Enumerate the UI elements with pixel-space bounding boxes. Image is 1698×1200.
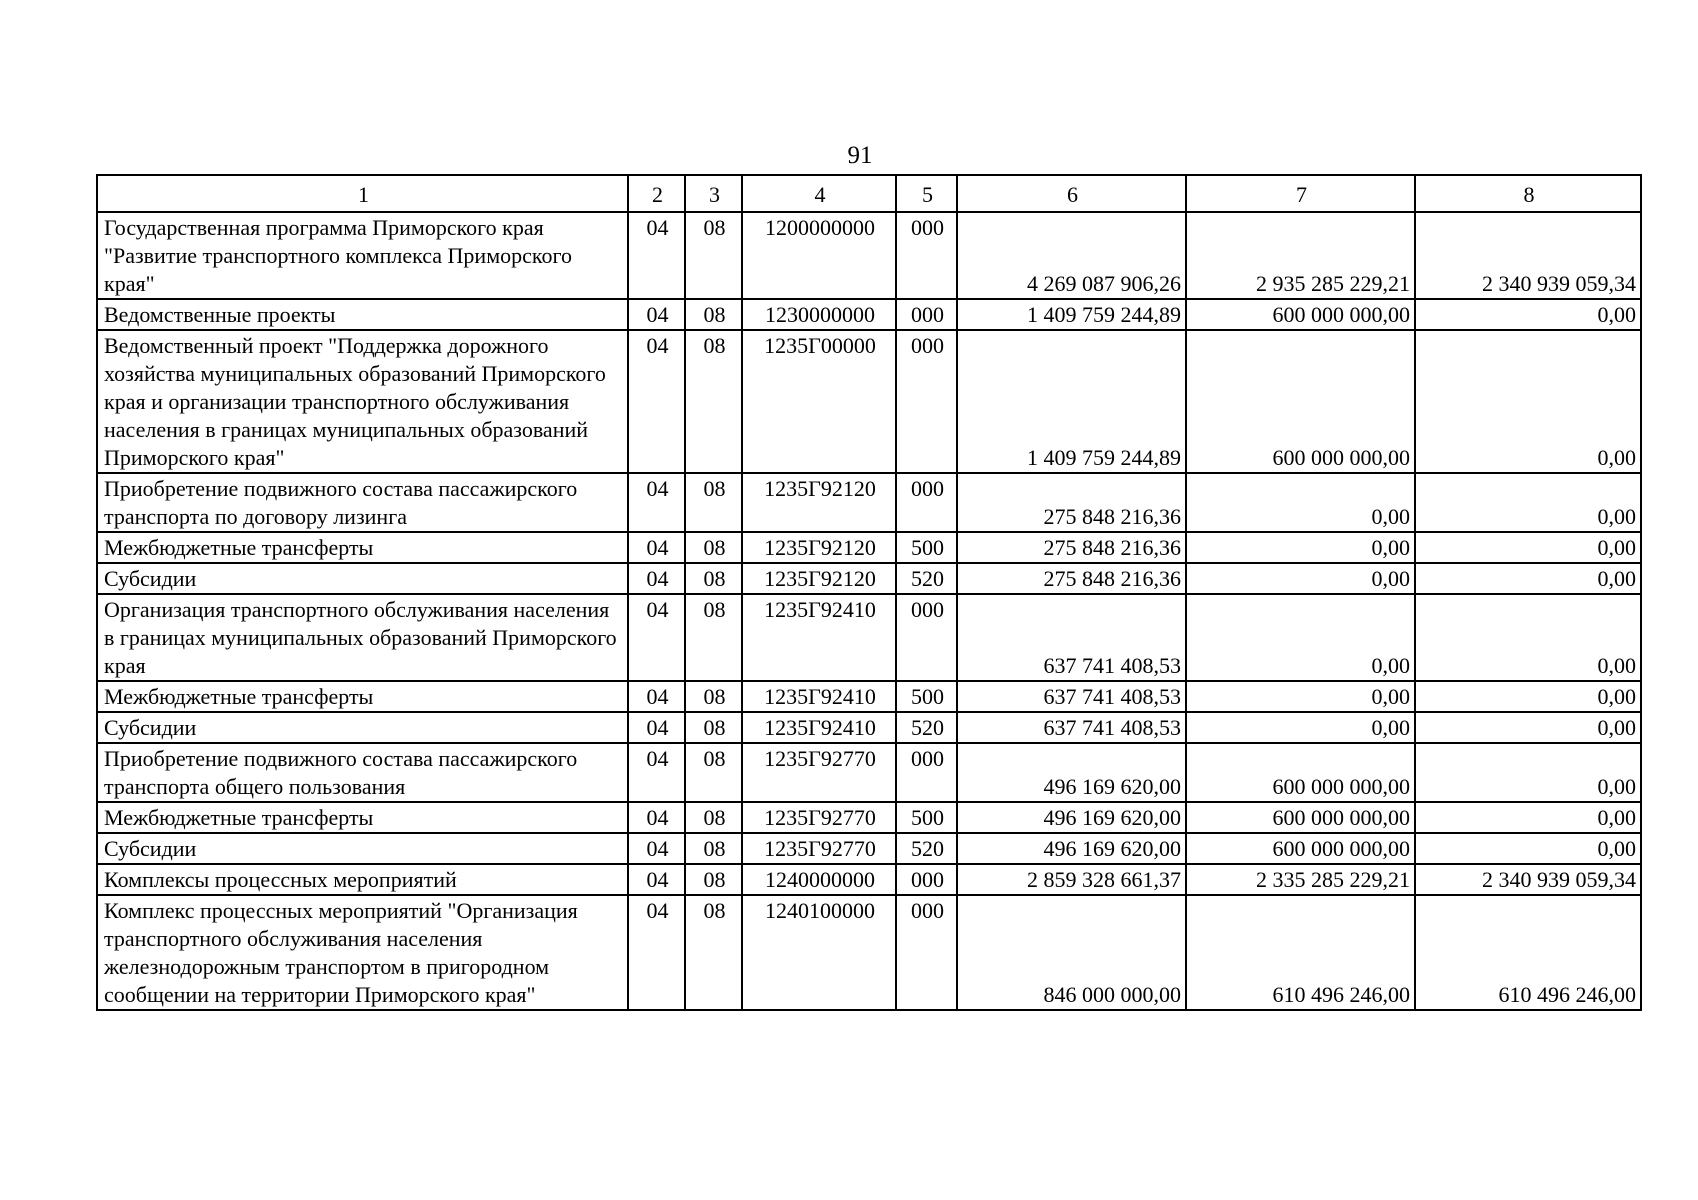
amount-col-6: 2 859 328 661,37 [957, 864, 1186, 895]
section-code: 04 [628, 681, 685, 712]
amount-col-6: 496 169 620,00 [957, 802, 1186, 833]
amount-col-8: 0,00 [1415, 712, 1641, 743]
target-article-code: 1235Г00000 [742, 330, 896, 473]
target-article-code: 1200000000 [742, 212, 896, 299]
row-title: Ведомственные проекты [97, 299, 628, 330]
amount-col-8: 0,00 [1415, 833, 1641, 864]
table-row [97, 532, 1641, 563]
section-code: 04 [628, 802, 685, 833]
section-code: 04 [628, 895, 685, 1010]
row-title: Субсидии [97, 833, 628, 864]
table-row [97, 473, 1641, 532]
amount-col-7: 0,00 [1186, 473, 1415, 532]
amount-col-6: 637 741 408,53 [957, 712, 1186, 743]
amount-col-7: 600 000 000,00 [1186, 299, 1415, 330]
expense-type-code: 000 [896, 743, 957, 802]
target-article-code: 1235Г92770 [742, 833, 896, 864]
table-row [97, 864, 1641, 895]
section-code: 04 [628, 473, 685, 532]
amount-col-7: 0,00 [1186, 594, 1415, 681]
amount-col-6: 637 741 408,53 [957, 594, 1186, 681]
subsection-code: 08 [685, 833, 742, 864]
section-code: 04 [628, 532, 685, 563]
amount-col-7: 600 000 000,00 [1186, 330, 1415, 473]
section-code: 04 [628, 743, 685, 802]
section-code: 04 [628, 833, 685, 864]
section-code: 04 [628, 594, 685, 681]
section-code: 04 [628, 330, 685, 473]
target-article-code: 1240100000 [742, 895, 896, 1010]
target-article-code: 1235Г92770 [742, 743, 896, 802]
row-title: Приобретение подвижного состава пассажирского транспорта общего пользования [97, 743, 628, 802]
amount-col-8: 0,00 [1415, 473, 1641, 532]
subsection-code: 08 [685, 563, 742, 594]
amount-col-7: 610 496 246,00 [1186, 895, 1415, 1010]
table-row [97, 833, 1641, 864]
amount-col-7: 600 000 000,00 [1186, 833, 1415, 864]
subsection-code: 08 [685, 681, 742, 712]
expense-type-code: 520 [896, 563, 957, 594]
expense-type-code: 520 [896, 712, 957, 743]
expense-type-code: 000 [896, 895, 957, 1010]
row-title: Приобретение подвижного состава пассажирского транспорта по договору лизинга [97, 473, 628, 532]
amount-col-7: 2 935 285 229,21 [1186, 212, 1415, 299]
subsection-code: 08 [685, 473, 742, 532]
column-number-row [97, 175, 1641, 212]
column-header-3: 3 [685, 175, 742, 212]
subsection-code: 08 [685, 743, 742, 802]
expense-type-code: 000 [896, 864, 957, 895]
amount-col-6: 496 169 620,00 [957, 833, 1186, 864]
amount-col-6: 275 848 216,36 [957, 473, 1186, 532]
column-header-4: 4 [742, 175, 896, 212]
row-title: Межбюджетные трансферты [97, 681, 628, 712]
subsection-code: 08 [685, 299, 742, 330]
expense-type-code: 000 [896, 212, 957, 299]
table-row [97, 802, 1641, 833]
section-code: 04 [628, 299, 685, 330]
subsection-code: 08 [685, 712, 742, 743]
amount-col-6: 846 000 000,00 [957, 895, 1186, 1010]
amount-col-8: 0,00 [1415, 299, 1641, 330]
amount-col-8: 0,00 [1415, 563, 1641, 594]
target-article-code: 1240000000 [742, 864, 896, 895]
budget-table [96, 174, 1642, 1011]
amount-col-6: 496 169 620,00 [957, 743, 1186, 802]
row-title: Организация транспортного обслуживания населения в границах муниципальных образований Приморского края [97, 594, 628, 681]
amount-col-7: 2 335 285 229,21 [1186, 864, 1415, 895]
table-body [97, 175, 1641, 1010]
target-article-code: 1230000000 [742, 299, 896, 330]
section-code: 04 [628, 212, 685, 299]
amount-col-8: 2 340 939 059,34 [1415, 864, 1641, 895]
table-row [97, 594, 1641, 681]
expense-type-code: 520 [896, 833, 957, 864]
amount-col-6: 4 269 087 906,26 [957, 212, 1186, 299]
subsection-code: 08 [685, 532, 742, 563]
column-header-1: 1 [97, 175, 628, 212]
table-row [97, 299, 1641, 330]
subsection-code: 08 [685, 802, 742, 833]
target-article-code: 1235Г92120 [742, 473, 896, 532]
column-header-5: 5 [896, 175, 957, 212]
row-title: Субсидии [97, 563, 628, 594]
amount-col-7: 600 000 000,00 [1186, 802, 1415, 833]
table-row [97, 563, 1641, 594]
amount-col-7: 0,00 [1186, 712, 1415, 743]
table-row [97, 330, 1641, 473]
amount-col-6: 1 409 759 244,89 [957, 299, 1186, 330]
expense-type-code: 000 [896, 299, 957, 330]
amount-col-8: 0,00 [1415, 594, 1641, 681]
row-title: Комплексы процессных мероприятий [97, 864, 628, 895]
expense-type-code: 000 [896, 594, 957, 681]
section-code: 04 [628, 712, 685, 743]
expense-type-code: 500 [896, 802, 957, 833]
section-code: 04 [628, 563, 685, 594]
target-article-code: 1235Г92410 [742, 681, 896, 712]
table-row [97, 212, 1641, 299]
subsection-code: 08 [685, 864, 742, 895]
amount-col-6: 275 848 216,36 [957, 563, 1186, 594]
column-header-8: 8 [1415, 175, 1641, 212]
target-article-code: 1235Г92410 [742, 594, 896, 681]
amount-col-8: 0,00 [1415, 802, 1641, 833]
page-number: 91 [847, 142, 873, 169]
subsection-code: 08 [685, 212, 742, 299]
target-article-code: 1235Г92410 [742, 712, 896, 743]
amount-col-8: 0,00 [1415, 681, 1641, 712]
amount-col-6: 275 848 216,36 [957, 532, 1186, 563]
expense-type-code: 000 [896, 330, 957, 473]
table-row [97, 743, 1641, 802]
row-title: Межбюджетные трансферты [97, 802, 628, 833]
table-row [97, 681, 1641, 712]
amount-col-6: 1 409 759 244,89 [957, 330, 1186, 473]
target-article-code: 1235Г92770 [742, 802, 896, 833]
amount-col-8: 0,00 [1415, 532, 1641, 563]
target-article-code: 1235Г92120 [742, 563, 896, 594]
target-article-code: 1235Г92120 [742, 532, 896, 563]
amount-col-8: 0,00 [1415, 330, 1641, 473]
subsection-code: 08 [685, 330, 742, 473]
expense-type-code: 000 [896, 473, 957, 532]
subsection-code: 08 [685, 594, 742, 681]
amount-col-6: 637 741 408,53 [957, 681, 1186, 712]
amount-col-7: 0,00 [1186, 681, 1415, 712]
amount-col-7: 0,00 [1186, 563, 1415, 594]
expense-type-code: 500 [896, 681, 957, 712]
column-header-7: 7 [1186, 175, 1415, 212]
row-title: Межбюджетные трансферты [97, 532, 628, 563]
column-header-6: 6 [957, 175, 1186, 212]
amount-col-7: 0,00 [1186, 532, 1415, 563]
amount-col-8: 0,00 [1415, 743, 1641, 802]
row-title: Государственная программа Приморского края "Развитие транспортного комплекса Приморского края" [97, 212, 628, 299]
table-row [97, 895, 1641, 1010]
table-row [97, 712, 1641, 743]
column-header-2: 2 [628, 175, 685, 212]
subsection-code: 08 [685, 895, 742, 1010]
expense-type-code: 500 [896, 532, 957, 563]
amount-col-8: 610 496 246,00 [1415, 895, 1641, 1010]
row-title: Комплекс процессных мероприятий "Организация транспортного обслуживания населения железнодорожным транспортом в пригородном сообщении на территории Приморского края" [97, 895, 628, 1010]
section-code: 04 [628, 864, 685, 895]
amount-col-8: 2 340 939 059,34 [1415, 212, 1641, 299]
row-title: Субсидии [97, 712, 628, 743]
row-title: Ведомственный проект "Поддержка дорожного хозяйства муниципальных образований Приморского края и организации транспортного обслуживания населения в границах муниципальных образований Приморского края" [97, 330, 628, 473]
amount-col-7: 600 000 000,00 [1186, 743, 1415, 802]
